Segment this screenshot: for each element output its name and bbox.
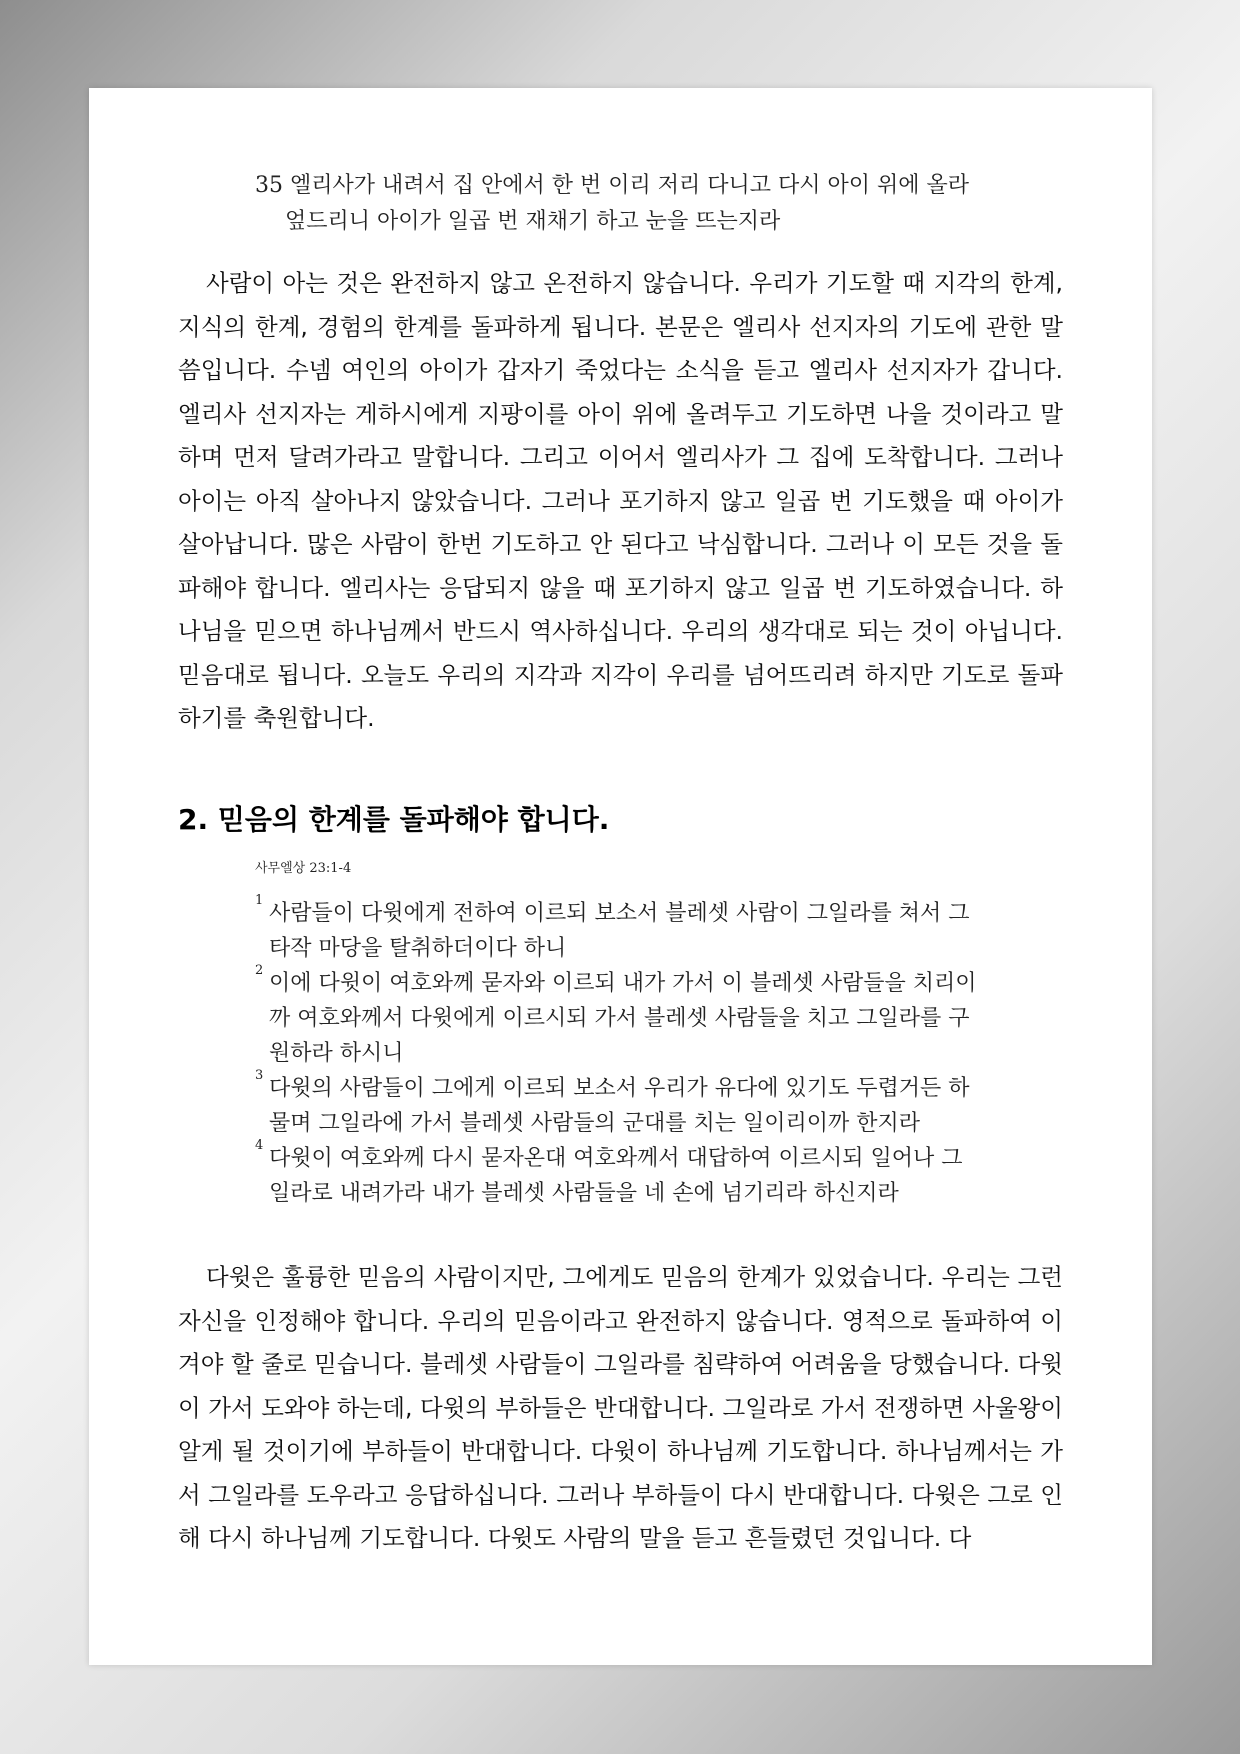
verse-line: 다윗의 사람들이 그에게 이르되 보소서 우리가 유다에 있기도 두렵거든 하 [269, 1076, 970, 1101]
verse-line: 까 여호와께서 다윗에게 이르시되 가서 블레셋 사람들을 치고 그일라를 구 [269, 1006, 970, 1031]
verse-line: 타작 마당을 탈취하더이다 하니 [269, 936, 567, 961]
verse-number: 2 [255, 963, 264, 978]
verse-line: 엎드리니 아이가 일곱 번 재채기 하고 눈을 뜨는지라 [285, 209, 781, 234]
verse-number: 4 [255, 1138, 264, 1153]
scripture-verse [255, 893, 1075, 966]
verse-line: 35 엘리사가 내려서 집 안에서 한 번 이리 저리 다니고 다시 아이 위에 올라 [255, 173, 969, 198]
scripture-verse-35 [255, 168, 1015, 240]
scripture-verses [255, 893, 1075, 1211]
document-page [89, 88, 1152, 1665]
verse-line: 원하라 하시니 [269, 1041, 404, 1066]
scripture-verse [255, 1068, 1075, 1141]
section-heading: 2. 믿음의 한계를 돌파해야 합니다. [178, 803, 610, 836]
verse-line: 다윗이 여호와께 다시 묻자온대 여호와께서 대답하여 이르시되 일어나 그 [269, 1146, 963, 1171]
verse-number: 3 [255, 1068, 264, 1083]
verse-number: 1 [255, 893, 264, 908]
verse-line: 사람들이 다윗에게 전하여 이르되 보소서 블레셋 사람이 그일라를 쳐서 그 [269, 901, 970, 926]
verse-line: 물며 그일라에 가서 블레셋 사람들의 군대를 치는 일이리이까 한지라 [269, 1111, 921, 1136]
body-paragraph-2: 다윗은 훌륭한 믿음의 사람이지만, 그에게도 믿음의 한계가 있었습니다. 우리는 그런 자신을 인정해야 합니다. 우리의 믿음이라고 완전하지 않습니다. 영적으로 돌파하여 이겨야 할 줄로 믿습니다. 블레셋 사람들이 그일라를 침략하여 어려움을 당했습니다. 다윗이 가서 도와야 하는데, 다윗의 부하들은 반대합니다. 그일라로 가서 전쟁하면 사울왕이 알게 될 것이기에 부하들이 반대합니다. 다윗이 하나님께 기도합니다. 하나님께서는 가서 그일라를 도우라고 응답하십니다. 그러나 부하들이 다시 반대합니다. 다윗은 그로 인해 다시 하나님께 기도합니다. 다윗도 사람의 말을 듣고 흔들렸던 것입니다. 다 [178, 1263, 1063, 1552]
scripture-reference: 사무엘상 23:1-4 [255, 861, 352, 876]
verse-line: 일라로 내려가라 내가 블레셋 사람들을 네 손에 넘기리라 하신지라 [269, 1181, 899, 1206]
scripture-verse [255, 1138, 1075, 1211]
scripture-verse [255, 963, 1075, 1071]
body-paragraph-1: 사람이 아는 것은 완전하지 않고 온전하지 않습니다. 우리가 기도할 때 지각의 한계, 지식의 한계, 경험의 한계를 돌파하게 됩니다. 본문은 엘리사 선지자의 기도에 관한 말씀입니다. 수넴 여인의 아이가 갑자기 죽었다는 소식을 듣고 엘리사 선지자가 갑니다. 엘리사 선지자는 게하시에게 지팡이를 아이 위에 올려두고 기도하면 나을 것이라고 말하며 먼저 달려가라고 말합니다. 그리고 이어서 엘리사가 그 집에 도착합니다. 그러나 아이는 아직 살아나지 않았습니다. 그러나 포기하지 않고 일곱 번 기도했을 때 아이가 살아납니다. 많은 사람이 한번 기도하고 안 된다고 낙심합니다. 그러나 이 모든 것을 돌파해야 합니다. 엘리사는 응답되지 않을 때 포기하지 않고 일곱 번 기도하였습니다. 하나님을 믿으면 하나님께서 반드시 역사하십니다. 우리의 생각대로 되는 것이 아닙니다. 믿음대로 됩니다. 오늘도 우리의 지각과 지각이 우리를 넘어뜨리려 하지만 기도로 돌파하기를 축원합니다. [178, 269, 1063, 732]
verse-line: 이에 다윗이 여호와께 묻자와 이르되 내가 가서 이 블레셋 사람들을 치리이 [269, 971, 977, 996]
